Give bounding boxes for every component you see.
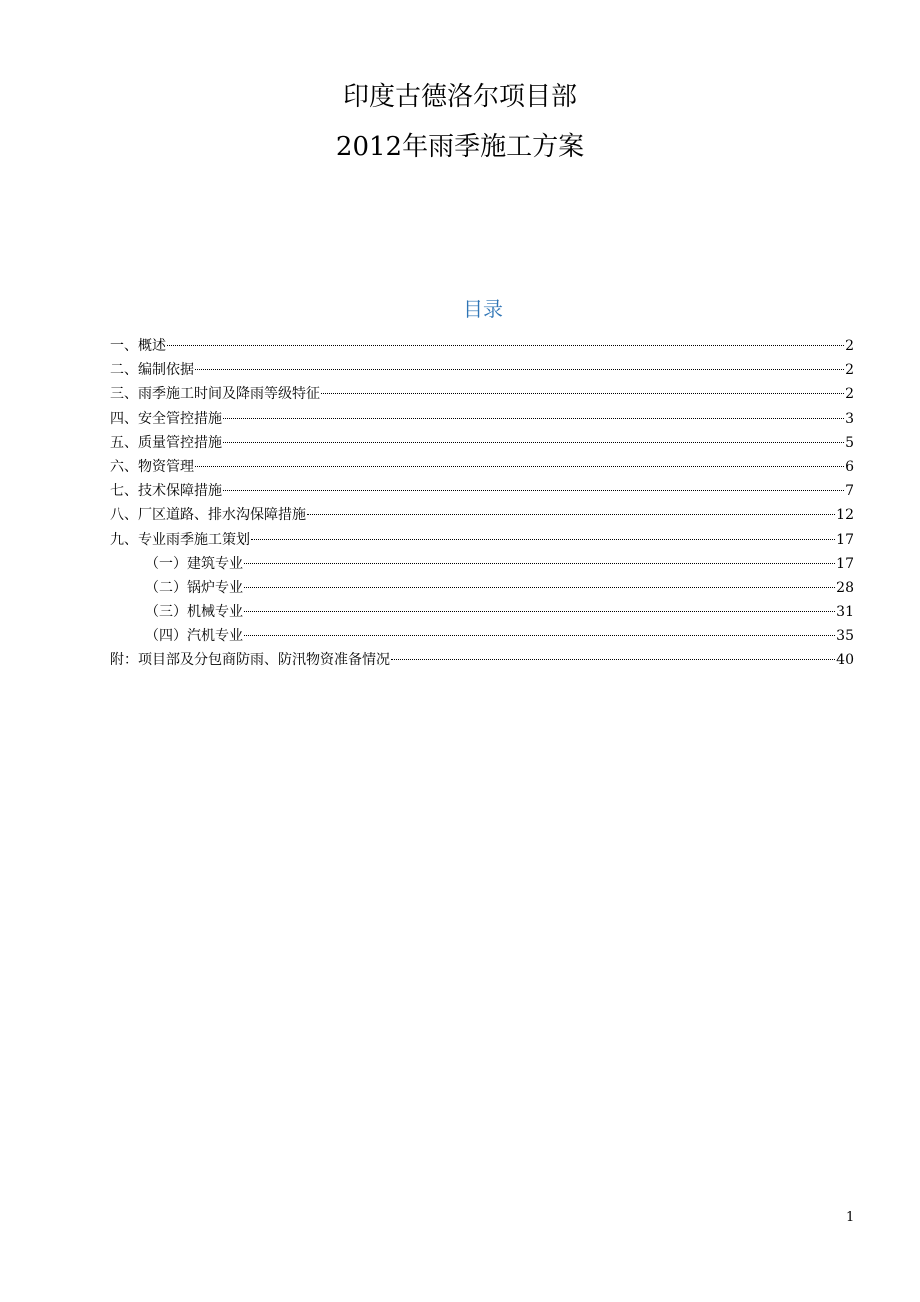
toc-entry-page: 3	[845, 410, 854, 427]
table-of-contents	[110, 334, 854, 673]
toc-entry-page: 2	[845, 386, 854, 403]
toc-entry-label: 五、质量管控措施	[110, 434, 222, 451]
toc-entry-page: 17	[836, 555, 854, 572]
toc-entry-label: 七、技术保障措施	[110, 483, 222, 500]
dot-leader	[195, 369, 844, 370]
toc-entry-page: 12	[836, 507, 854, 524]
toc-entry-label: 九、专业雨季施工策划	[110, 531, 250, 548]
dot-leader	[244, 587, 835, 588]
toc-entry[interactable]	[110, 382, 854, 406]
toc-entry[interactable]	[110, 407, 854, 431]
dot-leader	[223, 490, 844, 491]
toc-entry[interactable]	[110, 455, 854, 479]
toc-entry-page: 31	[836, 604, 854, 621]
toc-entry-label: （二）锅炉专业	[145, 579, 243, 596]
toc-subentry[interactable]	[110, 576, 854, 600]
dot-leader	[223, 442, 844, 443]
toc-subentry[interactable]	[110, 600, 854, 624]
dot-leader	[307, 514, 835, 515]
toc-entry[interactable]	[110, 503, 854, 527]
toc-entry-page: 28	[836, 579, 854, 596]
toc-entry-label: 三、雨季施工时间及降雨等级特征	[110, 386, 320, 403]
dot-leader	[321, 393, 844, 394]
toc-entry[interactable]	[110, 358, 854, 382]
toc-entry-label: 八、厂区道路、排水沟保障措施	[110, 507, 306, 524]
document-title	[0, 72, 920, 172]
toc-entry[interactable]	[110, 528, 854, 552]
page-number: 1	[846, 1210, 855, 1225]
toc-entry-label: （三）机械专业	[145, 604, 243, 621]
toc-entry-page: 17	[836, 531, 854, 548]
toc-entry-label: 一、概述	[110, 338, 166, 354]
toc-entry[interactable]	[110, 648, 854, 672]
toc-subentry[interactable]	[110, 552, 854, 576]
dot-leader	[244, 611, 835, 612]
dot-leader	[244, 635, 835, 636]
dot-leader	[391, 659, 835, 660]
toc-entry-page: 2	[845, 338, 854, 354]
toc-entry-page: 35	[836, 628, 854, 645]
toc-heading: 目录	[463, 297, 503, 321]
toc-subentry[interactable]	[110, 624, 854, 648]
toc-entry-page: 7	[845, 483, 854, 500]
dot-leader	[167, 345, 844, 346]
toc-entry[interactable]	[110, 334, 854, 358]
toc-entry-page: 5	[845, 434, 854, 451]
title-line-1: 印度古德洛尔项目部	[342, 82, 577, 112]
dot-leader	[195, 466, 844, 467]
dot-leader	[223, 418, 844, 419]
dot-leader	[244, 563, 835, 564]
toc-entry-page: 6	[845, 458, 854, 475]
dot-leader	[251, 539, 835, 540]
toc-entry-page: 40	[836, 652, 854, 669]
toc-entry-label: 二、编制依据	[110, 362, 194, 379]
toc-entry-label: 六、物资管理	[110, 458, 194, 475]
toc-entry-label: 四、安全管控措施	[110, 410, 222, 427]
toc-entry-label: （四）汽机专业	[145, 628, 243, 645]
toc-entry-label: 附：项目部及分包商防雨、防汛物资准备情况	[110, 652, 390, 669]
toc-entry[interactable]	[110, 479, 854, 503]
toc-entry-page: 2	[845, 362, 854, 379]
toc-entry[interactable]	[110, 431, 854, 455]
title-line-2: 2012年雨季施工方案	[335, 132, 585, 162]
toc-entry-label: （一）建筑专业	[145, 555, 243, 572]
